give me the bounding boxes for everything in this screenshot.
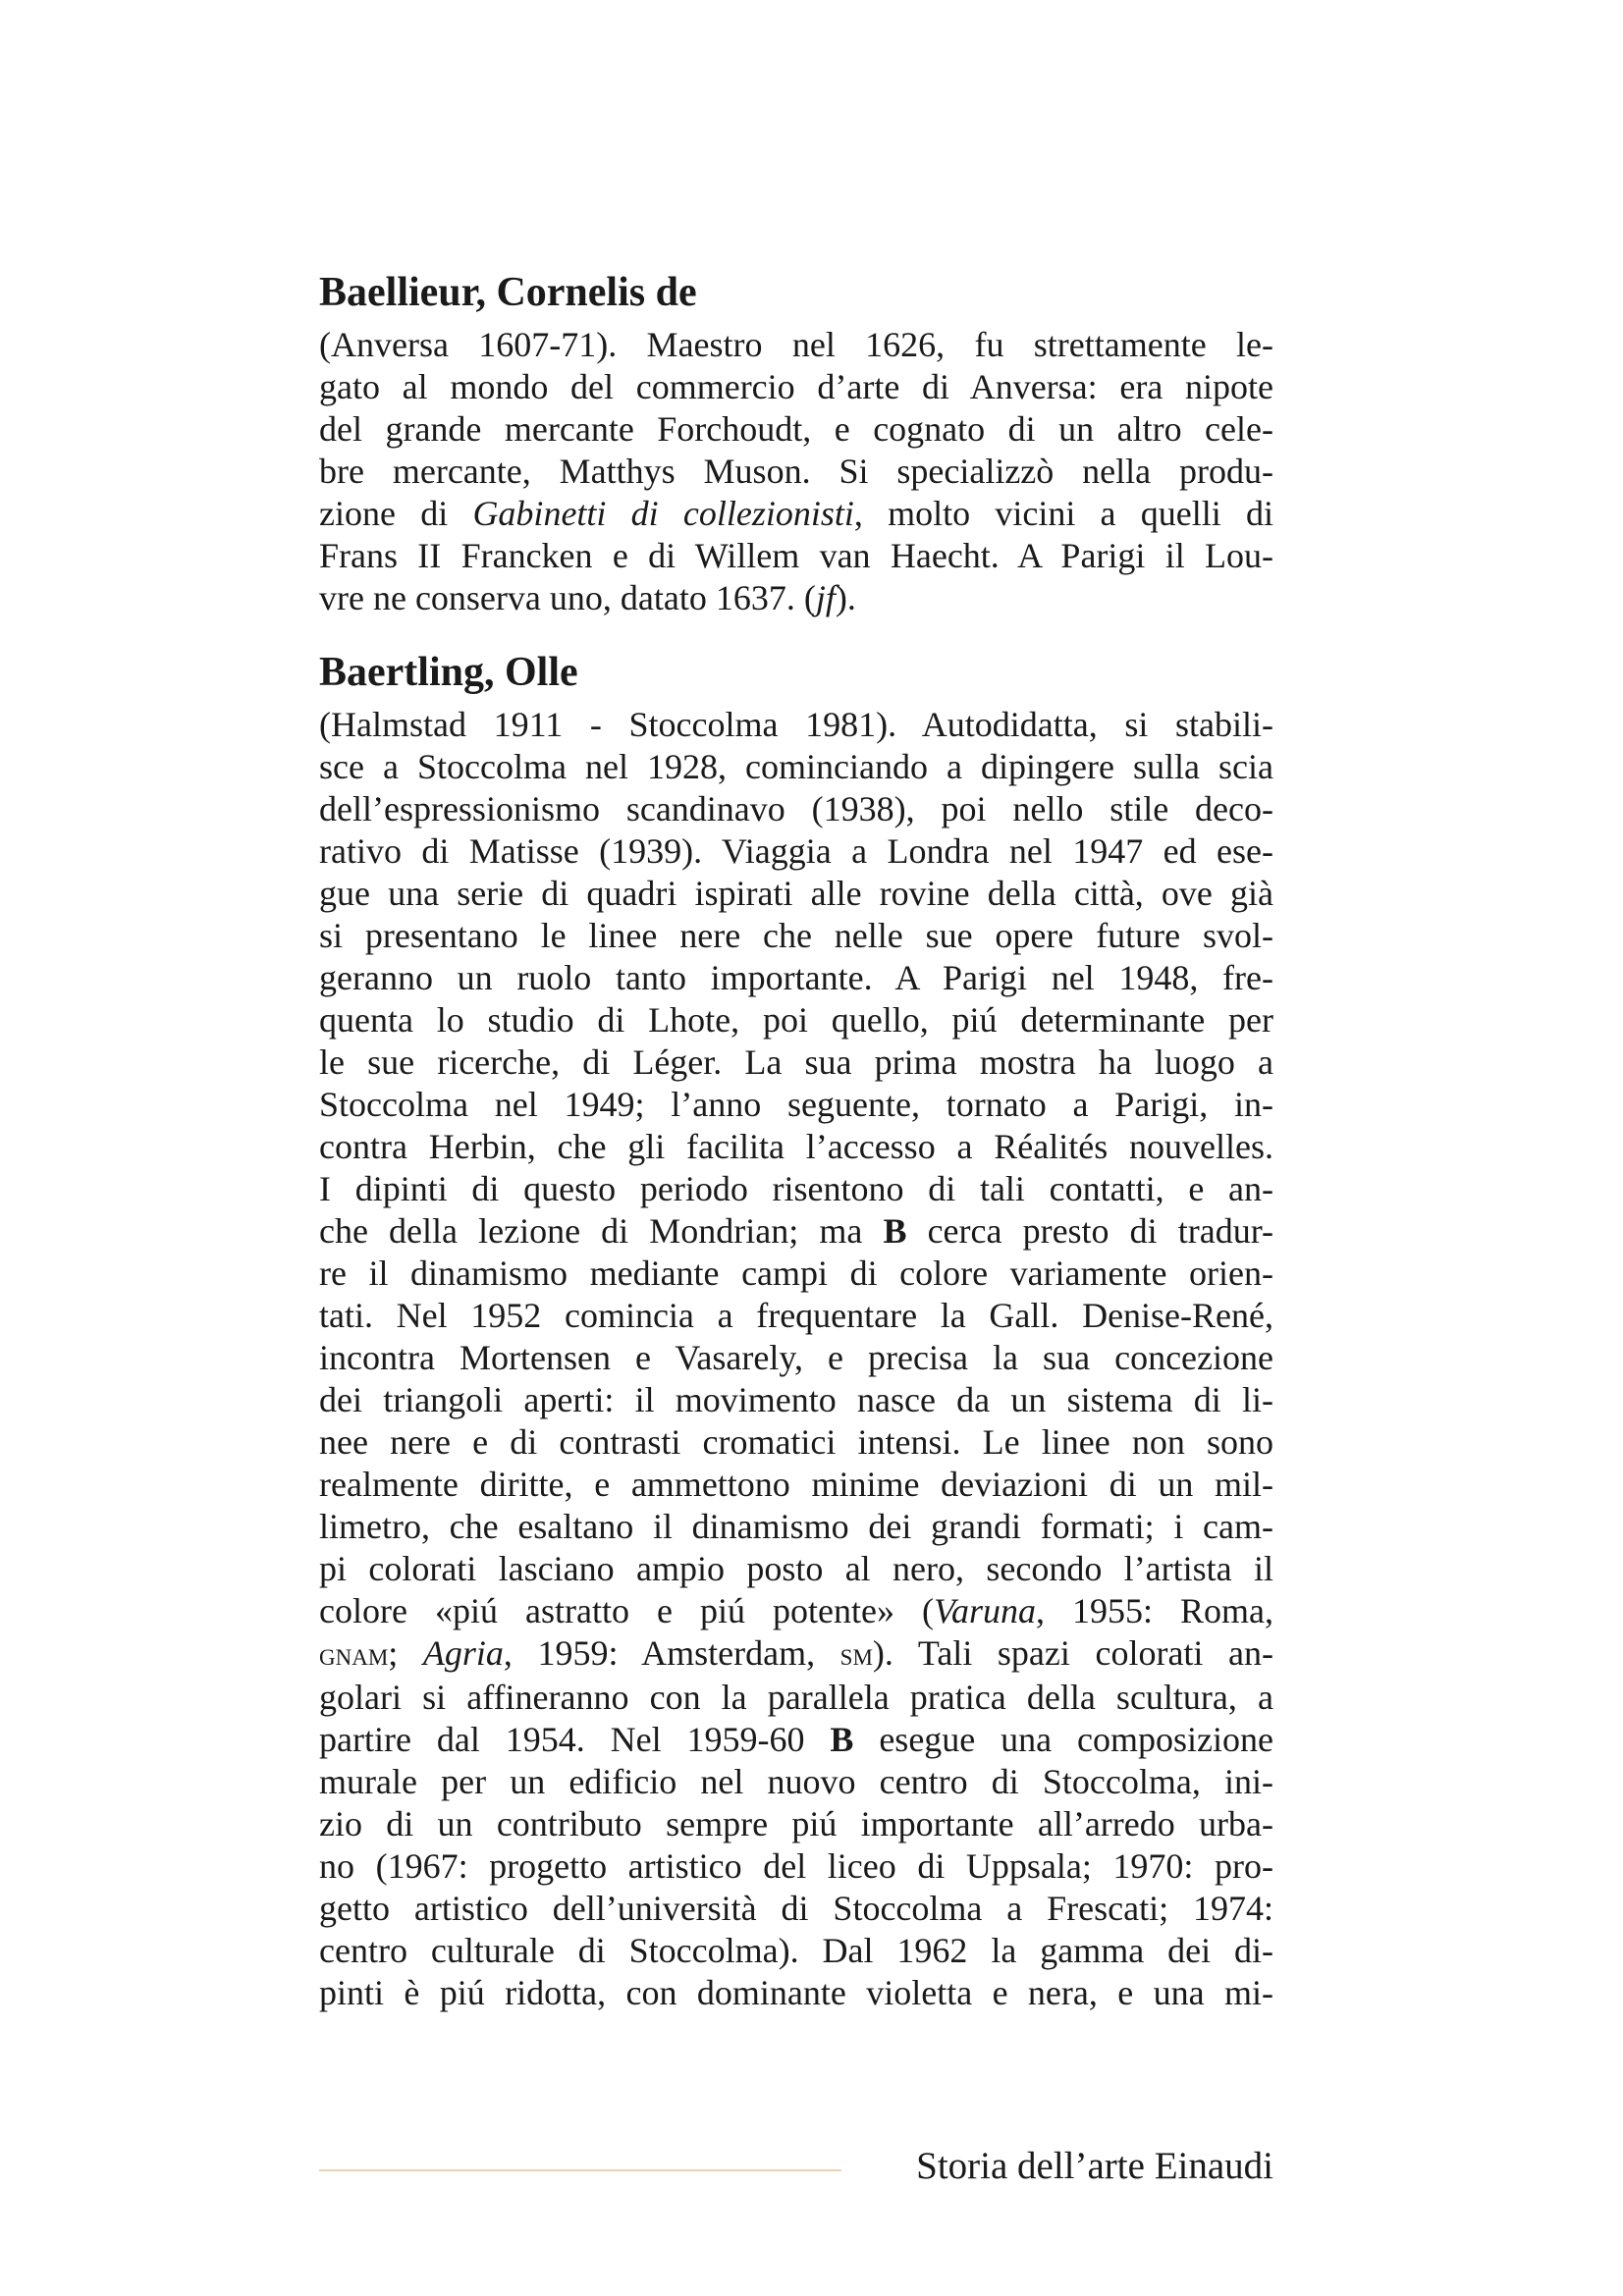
author-initials: jf <box>815 578 836 617</box>
text-run: esegue una composizione <box>853 1720 1273 1759</box>
text-line: gue una serie di quadri ispirati alle rovine della città, ove già <box>319 874 1273 913</box>
text-line: tati. Nel 1952 comincia a frequentare la Gall. Denise-René, <box>319 1296 1273 1335</box>
text-run: , 1955: Roma, <box>1035 1591 1273 1630</box>
text-run: ). Tali spazi colorati an- <box>872 1633 1273 1673</box>
text-line <box>319 1632 1273 1677</box>
text-line: del grande mercante Forchoudt, e cognato di un altro cele- <box>319 409 1273 449</box>
text-line: getto artistico dell’università di Stoccolma a Frescati; 1974: <box>319 1889 1273 1928</box>
text-line: si presentano le linee nere che nelle sue opere future svol- <box>319 916 1273 955</box>
text-line <box>319 1590 1273 1632</box>
text-line: realmente diritte, e ammettono minime deviazioni di un mil- <box>319 1465 1273 1504</box>
entry-body-baellieur <box>319 324 1273 619</box>
entry-body-baertling <box>319 704 1273 2014</box>
text-run: cerca presto di tradur- <box>906 1211 1273 1251</box>
text-line: dell’espressionismo scandinavo (1938), poi nello stile deco- <box>319 789 1273 828</box>
text-line <box>319 577 1273 619</box>
footer-publisher: Storia dell’arte Einaudi <box>916 2145 1273 2187</box>
text-line: limetro, che esaltano il dinamismo dei grandi formati; i cam- <box>319 1507 1273 1546</box>
entry-title-baertling: Baertling, Olle <box>319 650 578 695</box>
text-line: contra Herbin, che gli facilita l’accesso a Réalités nouvelles. <box>319 1127 1273 1166</box>
text-run: che della lezione di Mondrian; ma <box>319 1211 884 1251</box>
text-line: pi colorati lasciano ampio posto al nero, secondo l’artista il <box>319 1549 1273 1588</box>
text-line <box>319 493 1273 535</box>
artist-abbrev: B <box>883 1211 907 1251</box>
text-line: gato al mondo del commercio d’arte di Anversa: era nipote <box>319 367 1273 406</box>
italic-title: Gabinetti di collezionisti <box>472 494 854 533</box>
museum-abbrev: sm <box>839 1637 873 1673</box>
text-column <box>319 267 1273 2042</box>
entry-title-baellieur: Baellieur, Cornelis de <box>319 270 697 315</box>
text-line: no (1967: progetto artistico del liceo di Uppsala; 1970: pro- <box>319 1846 1273 1886</box>
text-line: incontra Mortensen e Vasarely, e precisa la sua concezione <box>319 1338 1273 1377</box>
text-line: centro culturale di Stoccolma). Dal 1962 la gamma dei di- <box>319 1931 1273 1970</box>
text-line: murale per un edificio nel nuovo centro di Stoccolma, ini- <box>319 1762 1273 1801</box>
text-line: bre mercante, Matthys Muson. Si specializzò nella produ- <box>319 452 1273 491</box>
text-line: quenta lo studio di Lhote, poi quello, piú determinante per <box>319 1000 1273 1040</box>
text-line: zio di un contributo sempre piú importante all’arredo urba- <box>319 1804 1273 1843</box>
italic-title: Agria <box>422 1633 504 1673</box>
text-line: Frans II Francken e di Willem van Haecht. A Parigi il Lou- <box>319 536 1273 575</box>
text-run: colore «piú astratto e piú potente» ( <box>319 1591 934 1630</box>
text-run: partire dal 1954. Nel 1959-60 <box>319 1720 831 1759</box>
text-line: Stoccolma nel 1949; l’anno seguente, tornato a Parigi, in- <box>319 1085 1273 1124</box>
text-line: re il dinamismo mediante campi di colore variamente orien- <box>319 1254 1273 1293</box>
text-line <box>319 1719 1273 1761</box>
text-run: zione di <box>319 494 473 533</box>
text-line: le sue ricerche, di Léger. La sua prima mostra ha luogo a <box>319 1042 1273 1082</box>
text-line: geranno un ruolo tanto importante. A Parigi nel 1948, fre- <box>319 958 1273 997</box>
text-line: pinti è piú ridotta, con dominante violetta e nera, e una mi- <box>319 1973 1273 2012</box>
text-line <box>319 1210 1273 1253</box>
text-line: (Anversa 1607-71). Maestro nel 1626, fu strettamente le- <box>319 325 1273 364</box>
text-line: (Halmstad 1911 - Stoccolma 1981). Autodidatta, si stabili- <box>319 705 1273 744</box>
text-line: rativo di Matisse (1939). Viaggia a Londra nel 1947 ed ese- <box>319 831 1273 871</box>
italic-title: Varuna <box>933 1591 1036 1630</box>
text-line: nee nere e di contrasti cromatici intensi. Le linee non sono <box>319 1422 1273 1462</box>
text-line: I dipinti di questo periodo risentono di tali contatti, e an- <box>319 1169 1273 1208</box>
text-line: sce a Stoccolma nel 1928, cominciando a dipingere sulla scia <box>319 747 1273 786</box>
text-run: , molto vicini a quelli di <box>853 494 1273 533</box>
artist-abbrev: B <box>830 1720 854 1759</box>
text-run: ; <box>388 1633 423 1673</box>
text-line: dei triangoli aperti: il movimento nasce da un sistema di li- <box>319 1380 1273 1419</box>
text-run: , 1959: Amsterdam, <box>503 1633 840 1673</box>
text-run: vre ne conserva uno, datato 1637. ( <box>319 578 816 617</box>
museum-abbrev: gnam <box>319 1637 389 1673</box>
footer-rule <box>319 2169 841 2171</box>
text-run: ). <box>835 578 856 617</box>
page-footer <box>319 2142 1273 2191</box>
text-line: golari si affineranno con la parallela pratica della scultura, a <box>319 1678 1273 1717</box>
